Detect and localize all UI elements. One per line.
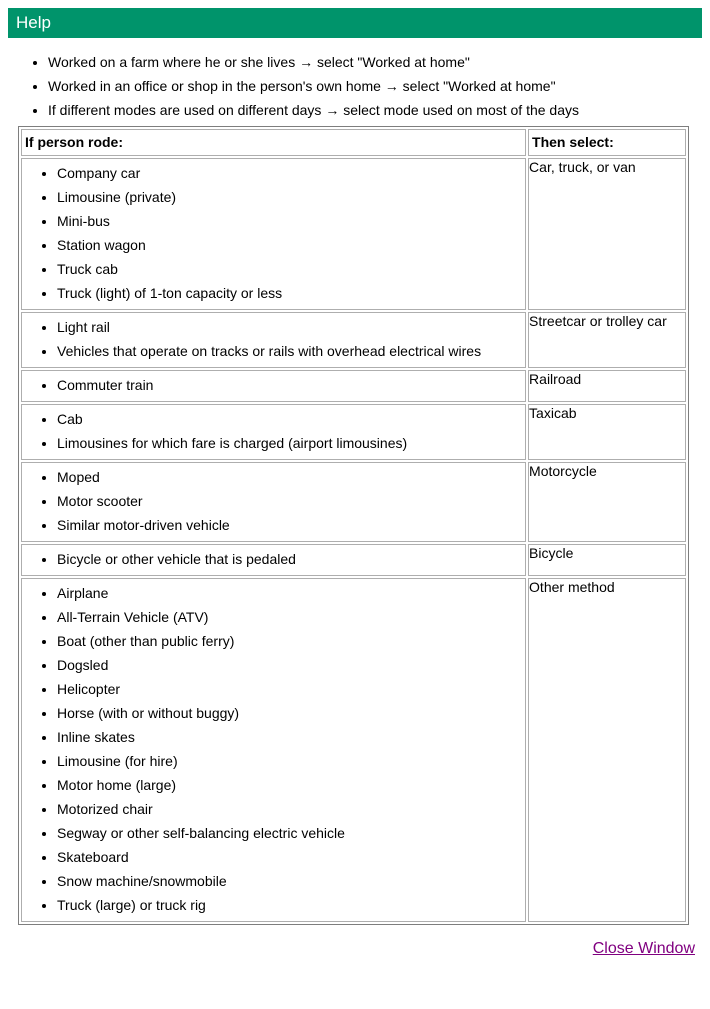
close-window-link[interactable]: Close Window <box>592 940 695 957</box>
vehicle-list <box>22 377 525 393</box>
vehicle-item: • Limousines for which fare is charged (airport limousines) <box>57 435 525 451</box>
vehicles-cell <box>21 404 526 460</box>
vehicle-list <box>22 551 525 567</box>
vehicle-item: • Segway or other self-balancing electric vehicle <box>57 825 525 841</box>
vehicle-item: • Vehicles that operate on tracks or rails with overhead electrical wires <box>57 343 525 359</box>
help-title-bar <box>8 8 702 38</box>
vehicle-item: • Station wagon <box>57 237 525 253</box>
vehicle-list <box>22 319 525 359</box>
table-row <box>21 578 686 922</box>
select-option-cell: Car, truck, or van <box>528 158 686 310</box>
vehicle-item: • Commuter train <box>57 377 525 393</box>
table-row <box>21 544 686 576</box>
vehicle-item: • Motorized chair <box>57 801 525 817</box>
intro-bullet-item: • Worked in an office or shop in the person's own home → select "Worked at home" <box>48 78 702 94</box>
vehicle-item: • Company car <box>57 165 525 181</box>
vehicle-item: • Motor home (large) <box>57 777 525 793</box>
vehicles-cell <box>21 578 526 922</box>
vehicle-list <box>22 469 525 533</box>
vehicle-item: • Limousine (for hire) <box>57 753 525 769</box>
table-header-row <box>21 129 686 156</box>
vehicle-item: • Light rail <box>57 319 525 335</box>
vehicle-item: • Moped <box>57 469 525 485</box>
select-option-cell: Motorcycle <box>528 462 686 542</box>
column-header-if-person-rode: If person rode: <box>21 129 526 156</box>
vehicles-cell <box>21 544 526 576</box>
vehicle-item: • Mini-bus <box>57 213 525 229</box>
table-row <box>21 404 686 460</box>
table-row <box>21 370 686 402</box>
vehicles-cell <box>21 312 526 368</box>
intro-bullet-list <box>8 54 702 118</box>
vehicle-item: • Horse (with or without buggy) <box>57 705 525 721</box>
page-title: Help <box>16 13 51 32</box>
vehicle-item: • Dogsled <box>57 657 525 673</box>
footer <box>8 940 695 958</box>
intro-bullet-item: • If different modes are used on different days → select mode used on most of the days <box>48 102 702 118</box>
select-option-cell: Other method <box>528 578 686 922</box>
vehicle-item: • Helicopter <box>57 681 525 697</box>
select-option-cell: Taxicab <box>528 404 686 460</box>
vehicle-item: • Snow machine/snowmobile <box>57 873 525 889</box>
vehicle-list <box>22 165 525 301</box>
vehicle-item: • Truck (light) of 1-ton capacity or less <box>57 285 525 301</box>
table-row <box>21 312 686 368</box>
vehicle-item: • Motor scooter <box>57 493 525 509</box>
select-option-cell: Railroad <box>528 370 686 402</box>
vehicles-cell <box>21 158 526 310</box>
intro-bullet-item: • Worked on a farm where he or she lives → select "Worked at home" <box>48 54 702 70</box>
vehicle-item: • Airplane <box>57 585 525 601</box>
table-row <box>21 462 686 542</box>
transport-mode-help-table <box>18 126 689 925</box>
vehicles-cell <box>21 462 526 542</box>
vehicle-item: • Limousine (private) <box>57 189 525 205</box>
vehicles-cell <box>21 370 526 402</box>
table-row <box>21 158 686 310</box>
vehicle-item: • Truck cab <box>57 261 525 277</box>
vehicle-item: • Similar motor-driven vehicle <box>57 517 525 533</box>
select-option-cell: Bicycle <box>528 544 686 576</box>
vehicle-item: • Inline skates <box>57 729 525 745</box>
vehicle-list <box>22 411 525 451</box>
column-header-then-select: Then select: <box>528 129 686 156</box>
vehicle-item: • Truck (large) or truck rig <box>57 897 525 913</box>
select-option-cell: Streetcar or trolley car <box>528 312 686 368</box>
vehicle-list <box>22 585 525 913</box>
vehicle-item: • Bicycle or other vehicle that is pedaled <box>57 551 525 567</box>
vehicle-item: • Skateboard <box>57 849 525 865</box>
vehicle-item: • Cab <box>57 411 525 427</box>
vehicle-item: • Boat (other than public ferry) <box>57 633 525 649</box>
vehicle-item: • All-Terrain Vehicle (ATV) <box>57 609 525 625</box>
